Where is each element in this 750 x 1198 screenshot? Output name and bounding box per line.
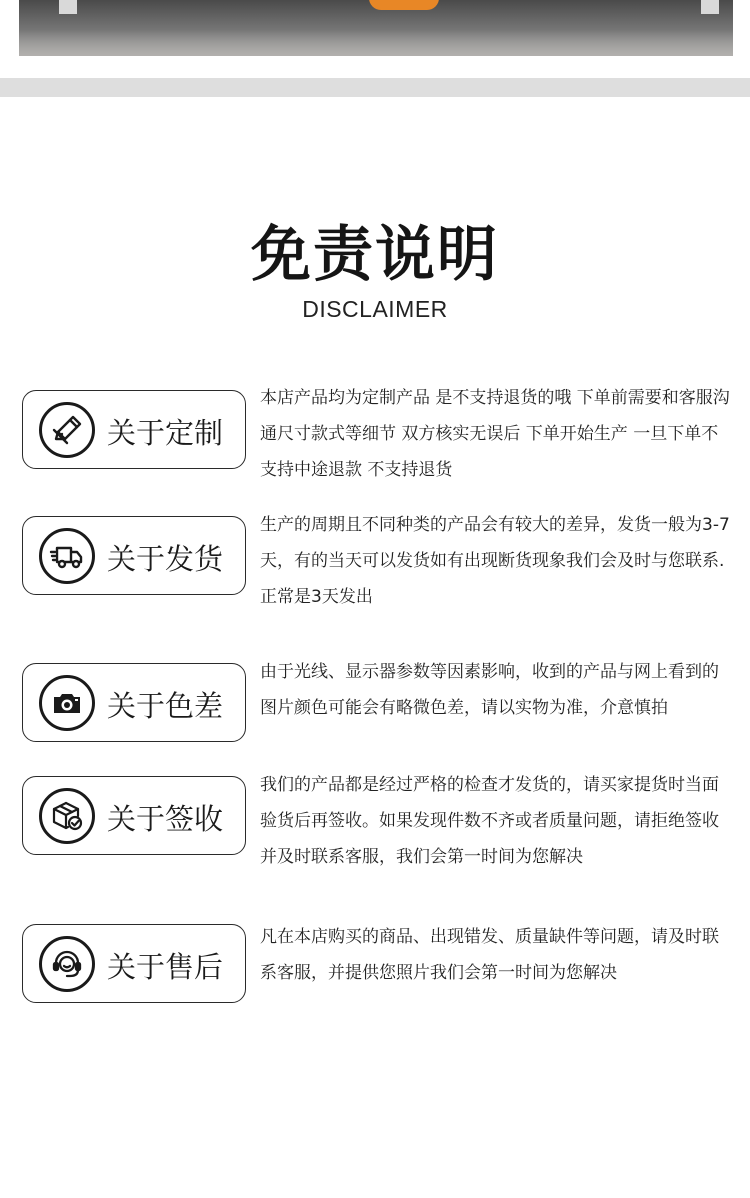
- disclaimer-badge: [22, 390, 246, 469]
- headset-support-icon: [39, 936, 95, 992]
- disclaimer-badge-label: 关于色差: [107, 689, 224, 723]
- disclaimer-badge: [22, 924, 246, 1003]
- disclaimer-text: 由于光线、显示器参数等因素影响，收到的产品与网上看到的图片颜色可能会有略微色差，请以实物为准，介意慎拍: [260, 662, 719, 718]
- disclaimer-badge-label: 关于售后: [107, 950, 224, 984]
- top-banner-image: [19, 0, 733, 56]
- pencil-ruler-icon: [39, 402, 95, 458]
- banner-floor: [19, 30, 733, 56]
- section-divider: [0, 78, 750, 97]
- disclaimer-badge: [22, 776, 246, 855]
- page-subtitle: DISCLAIMER: [302, 296, 448, 322]
- page-title: 免责说明: [251, 220, 499, 290]
- disclaimer-text: 生产的周期且不同种类的产品会有较大的差异，发货一般为3-7天，有的当天可以发货如有出现断货现象我们会及时与您联系.正常是3天发出: [260, 515, 730, 607]
- disclaimer-badge: [22, 516, 246, 595]
- banner-accent-shape: [369, 0, 439, 10]
- disclaimer-badge-label: 关于定制: [107, 416, 224, 450]
- disclaimer-badge: [22, 663, 246, 742]
- disclaimer-text: 我们的产品都是经过严格的检查才发货的，请买家提货时当面验货后再签收。如果发现件数不齐或者质量问题，请拒绝签收并及时联系客服，我们会第一时间为您解决: [260, 775, 719, 867]
- disclaimer-text: 凡在本店购买的商品、出现错发、质量缺件等问题，请及时联系客服，并提供您照片我们会第一时间为您解决: [260, 927, 719, 983]
- delivery-truck-icon: [39, 528, 95, 584]
- disclaimer-badge-label: 关于发货: [107, 542, 224, 576]
- banner-decoration: [59, 0, 77, 14]
- disclaimer-text: 本店产品均为定制产品 是不支持退货的哦 下单前需要和客服沟通尺寸款式等细节 双方核实无误后 下单开始生产 一旦下单不支持中途退款 不支持退货: [260, 388, 730, 480]
- banner-decoration: [701, 0, 719, 14]
- package-check-icon: [39, 788, 95, 844]
- disclaimer-badge-label: 关于签收: [107, 802, 224, 836]
- camera-icon: [39, 675, 95, 731]
